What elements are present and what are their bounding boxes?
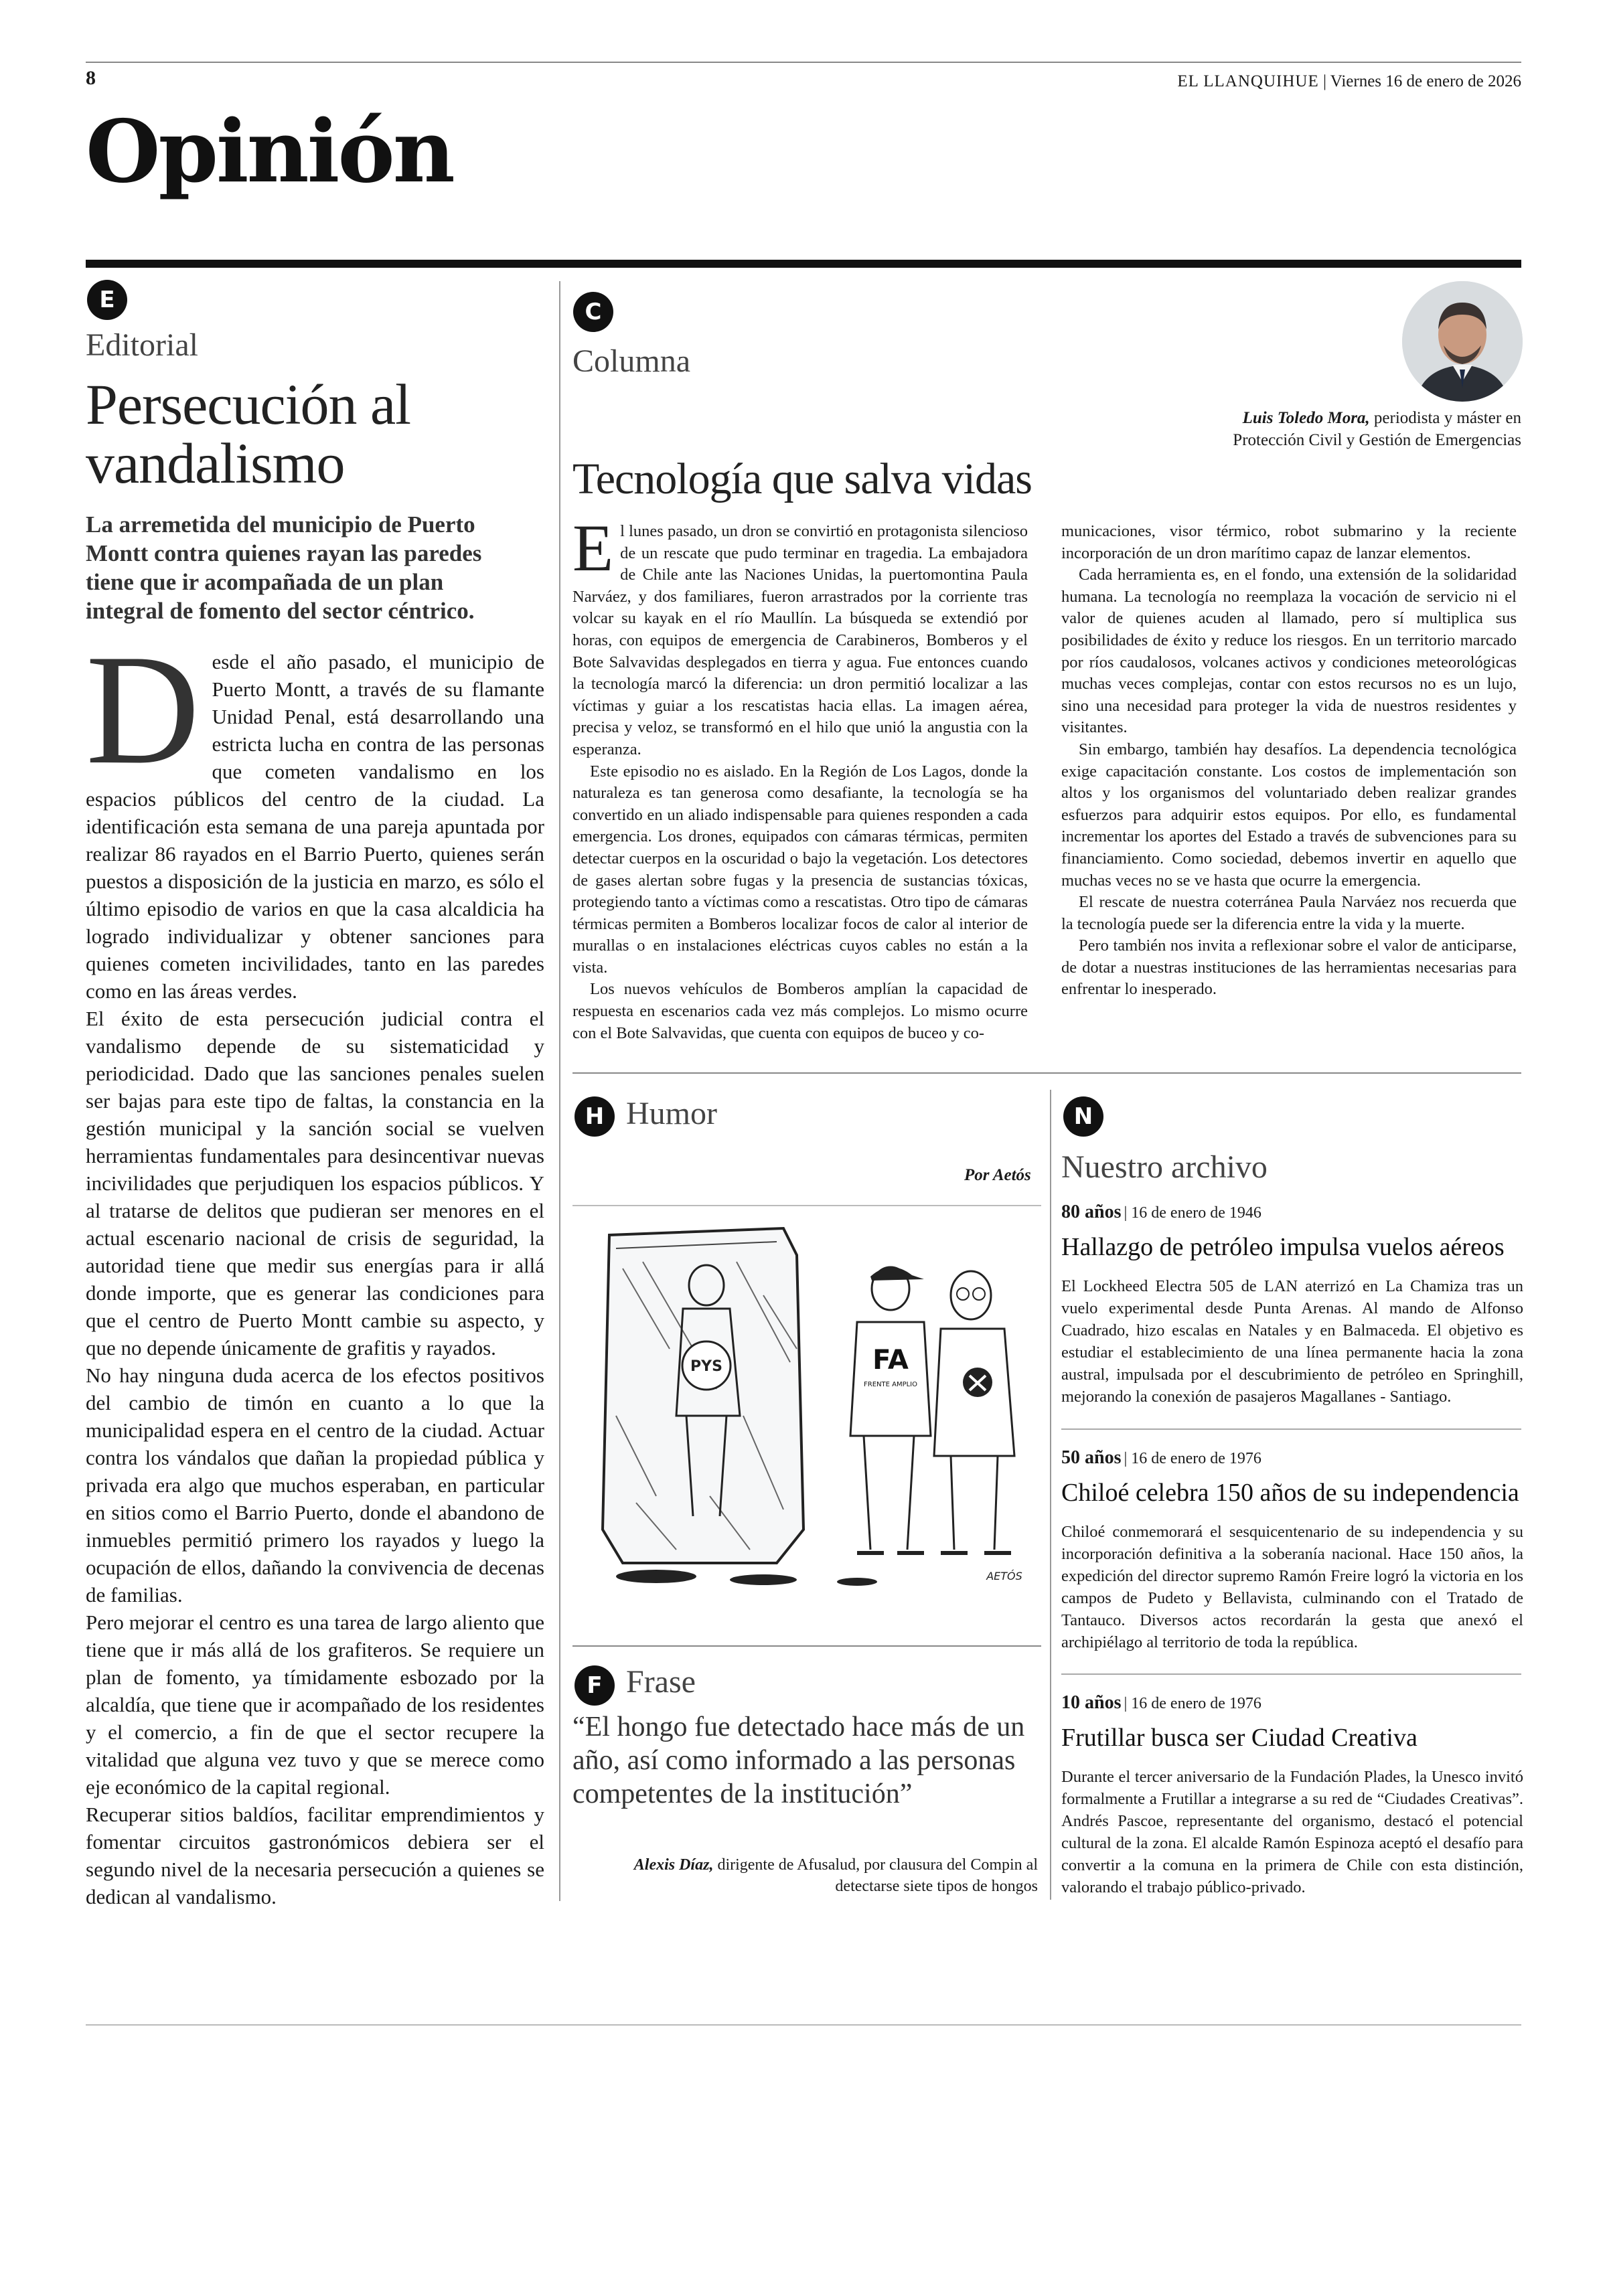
publication-info: [1177, 72, 1521, 91]
column-headline: Tecnología que salva vidas: [572, 455, 1032, 503]
archive-item: [1061, 1202, 1523, 1408]
column-paragraph: El lunes pasado, un dron se convirtió en protagonista silencioso de un rescate que pudo terminar en tragedia. La embajadora de Chile ante las Naciones Unidas, la puertomontina Paula Narváez, y dos familiares, fueron arrastrados por la corriente tras volcar su kayak en el río Maullín. La búsqueda se extendió por horas, con equipos de emergencia de Carabineros, Bomberos y el Bote Salvavidas desplegados en tierra y agua. Fue entonces cuando la tecnología marcó la diferencia: un dron permitió localizar a las víctimas y guiar a los rescatistas hacia ellas. La imagen aérea, precisa y veloz, se transformó en el hilo que unió la angustia con la esperanza.: [572, 511, 1028, 758]
archive-body: Chiloé conmemorará el sesquicentenario de su independencia y su incorporación definitiva a la soberanía nacional. Hace 150 años, la expedición del director supremo Ramón Freire logró la victoria en los campos de Pudeto y Bellavista, culminando con el Tratado de Tantauco. Diversos actos recordarán la gesta que anexó el archipiélago al territorio de toda la república.: [1061, 1523, 1523, 1651]
column-paragraph: Pero también nos invita a reflexionar sobre el valor de anticiparse, de dotar a nuestras instituciones de las herramientas necesarias para enfrentar lo inesperado.: [1061, 936, 1517, 999]
archive-kicker: Nuestro archivo: [1061, 1149, 1268, 1185]
column-paragraph: municaciones, visor térmico, robot submarino y la reciente incorporación de un dron marítimo capaz de lanzar elementos.: [1061, 522, 1517, 562]
column-paragraph: Sin embargo, también hay desafíos. La dependencia tecnológica exige capacitación constante. Los costos de implementación son altos y los organismos del voluntariado deben realizar grandes esfuerzos para adquirir estos equipos. Por ello, es fundamental incrementar los aportes del Estado a través de subvenciones para su financiamiento. Como sociedad, debemos invertir en aquello que muchas veces no se ve hasta que ocurre la emergencia.: [1061, 740, 1517, 890]
top-hairline: [86, 62, 1521, 63]
archive-item: [1061, 1447, 1523, 1653]
cartoon-frente-label: FRENTE AMPLIO: [864, 1381, 917, 1388]
archive-divider: [1050, 1090, 1051, 1900]
editorial-deck: La arremetida del municipio de Puerto Montt contra quienes rayan las paredes tiene que ir acompañada de un plan integral de fomento del sector céntrico.: [86, 511, 482, 624]
archive-rule: [1061, 1673, 1521, 1675]
humor-kicker: Humor: [626, 1096, 717, 1131]
mid-rule: [572, 1072, 1521, 1074]
archive-years: 80 años: [1061, 1202, 1122, 1222]
humor-cartoon: [576, 1215, 1045, 1590]
column-author-caption: [1173, 407, 1521, 451]
archive-rule: [1061, 1428, 1521, 1430]
bottom-rule: [86, 2024, 1521, 2026]
column-badge: C: [573, 292, 613, 332]
archive-headline: Frutillar busca ser Ciudad Creativa: [1061, 1724, 1418, 1752]
column-divider: [559, 281, 560, 1901]
humor-badge: H: [575, 1096, 615, 1137]
column-body-right: [1061, 521, 1517, 1001]
column-author-desc: periodista y máster en Protección Civil y Gestión de Emergencias: [1233, 409, 1521, 449]
frase-quote: “El hongo fue detectado hace más de un año, así como informado a las personas competentes de la institución”: [572, 1712, 1025, 1809]
editorial-badge: E: [87, 280, 127, 320]
cartoon-signature: AETÓS: [986, 1570, 1022, 1582]
column-paragraph: Este episodio no es aislado. En la Región de Los Lagos, donde la naturaleza es tan generosa como desafiante, la tecnología se ha convertido en un aliado indispensable para quienes responden a cada emergencia. Los drones, equipados con cámaras térmicas, permiten detectar cuerpos en la oscuridad o bajo la vegetación. Los detectores de gases alertan sobre fugas y la presencia de sustancias tóxicas, protegiendo tanto a víctimas como a rescatistas. Otro tipo de cámaras térmicas permiten a Bomberos localizar focos de calor al interior de murallas o en instalaciones eléctricas cuyos cables no están a la vista.: [572, 762, 1028, 977]
publication-name: EL LLANQUIHUE: [1177, 72, 1319, 90]
column-dropcap: E: [572, 511, 614, 585]
cartoon-pys-label: PYS: [690, 1358, 722, 1375]
archive-headline: Hallazgo de petróleo impulsa vuelos aéreos: [1061, 1233, 1505, 1261]
archive-badge: N: [1063, 1096, 1103, 1137]
column-paragraph: Los nuevos vehículos de Bomberos amplían la capacidad de respuesta en escenarios cada vez más complejos. Lo mismo ocurre con el Bote Salvavidas, que cuenta con equipos de buceo y co-: [572, 980, 1028, 1042]
archive-date: | 16 de enero de 1976: [1124, 1695, 1261, 1712]
archive-body: Durante el tercer aniversario de la Fundación Plades, la Unesco invitó formalmente a Frutillar a integrarse a su red de “Ciudades Creativas”. Andrés Pascoe, representante del organismo, destacó el potencial cultural de la zona. El alcalde Ramón Espinoza aceptó el desafío para convertir a la comuna en la primera de Chile con esta distinción, valorando el trabajo público-privado.: [1061, 1768, 1523, 1896]
editorial-paragraph: Recuperar sitios baldíos, facilitar emprendimientos y fomentar circuitos gastronómicos debiera ser el segundo nivel de la necesaria persecución a quienes se dedican al vandalismo.: [86, 1803, 544, 1908]
section-title: Opinión: [86, 102, 453, 202]
editorial-paragraph: No hay ninguna duda acerca de los efectos positivos del cambio de timón en cuanto a lo que la municipalidad espera en el centro de la ciudad. Actuar contra los vándalos que dañan la propiedad pública y privada era algo que muchos esperaban, en particular en sitios como el Barrio Puerto, donde el abandono de inmuebles permitió primero los rayados y luego la ocupación de ellos, dañando la convivencia de decenas de familias.: [86, 1364, 544, 1607]
editorial-body: [86, 623, 544, 1910]
editorial-kicker: Editorial: [86, 327, 198, 363]
editorial-paragraph: Pero mejorar el centro es una tarea de largo aliento que tiene que ir más allá de los grafiteros. Se requiere un plan de fomento, ya tímidamente esbozado por la alcaldía, que tiene que ir acompañado de los residentes y el comercio, a fin de que el sector recupere la vitalidad que alguna vez tuvo y que se merece como eje económico de la capital regional.: [86, 1611, 544, 1799]
frase-kicker: Frase: [626, 1664, 696, 1700]
archive-body: El Lockheed Electra 505 de LAN aterrizó en La Chamiza tras un vuelo experimental desde Punta Arenas. Al mando de Alfonso Cuadrado, hizo escalas en Natales y en Balmaceda. El objetivo es estudiar el establecimiento de una línea permanente hacia la zona austral, impulsada por el descubrimiento de petróleo en Springhill, mejorando la conexión de pasajeros Magallanes - Santiago.: [1061, 1277, 1523, 1406]
editorial-headline: Persecución al vandalismo: [86, 372, 411, 495]
humor-byline: Por Aetós: [964, 1166, 1031, 1184]
frase-rule: [572, 1645, 1041, 1647]
archive-date: | 16 de enero de 1946: [1124, 1204, 1261, 1222]
humor-rule: [572, 1205, 1041, 1206]
archive-years: 10 años: [1061, 1692, 1122, 1713]
page-number: 8: [86, 67, 96, 89]
archive-headline: Chiloé celebra 150 años de su independencia: [1061, 1479, 1519, 1507]
editorial-dropcap: D: [86, 623, 200, 797]
separator: |: [1322, 72, 1330, 90]
frase-attribution: [596, 1854, 1038, 1897]
publication-date: Viernes 16 de enero de 2026: [1330, 72, 1521, 90]
editorial-paragraph: Desde el año pasado, el municipio de Puerto Montt, a través de su flamante Unidad Penal, está desarrollando una estricta lucha en contra de las personas que cometen vandalismo en los espacios públicos del centro de la ciudad. La identificación esta semana de una pareja apuntada por realizar 86 rayados en el Barrio Puerto, quienes serán puestos a disposición de la justicia en marzo, es sólo el último episodio de varios en que la casa alcaldicia ha logrado individualizar y obtener sanciones para quienes cometen incivilidades, tanto en las paredes como en las áreas verdes.: [86, 623, 544, 1003]
author-photo: [1402, 281, 1523, 402]
frase-author-name: Alexis Díaz,: [633, 1856, 714, 1874]
cartoon-fa-label: FA: [872, 1345, 909, 1376]
editorial-paragraph: El éxito de esta persecución judicial contra el vandalismo depende de su sistematicidad y periodicidad. Dado que las sanciones penales suelen ser bajas para este tipo de faltas, la constancia en la gestión municipal y la sanción social se vuelven herramientas fundamentales para desincentivar nuevas incivilidades que perjudiquen los espacios públicos. Y al tratarse de delitos que pudieran ser menores en el actual escenario nacional de crisis de seguridad, la autoridad tiene que medir sus energías para ir allá donde importe, que es generar las condiciones para que el centro de Puerto Montt cambie su aspecto, y que no depende únicamente de grafitis y rayados.: [86, 1007, 544, 1360]
column-paragraph: El rescate de nuestra coterránea Paula Narváez nos recuerda que la tecnología puede ser la diferencia entre la vida y la muerte.: [1061, 893, 1517, 933]
frase-author-desc: dirigente de Afusalud, por clausura del Compin al detectarse siete tipos de hongos: [713, 1856, 1038, 1895]
frase-badge: F: [575, 1665, 615, 1706]
archive-item: [1061, 1692, 1523, 1898]
column-author-name: Luis Toledo Mora,: [1242, 409, 1370, 427]
column-kicker: Columna: [572, 343, 690, 379]
column-paragraph: Cada herramienta es, en el fondo, una extensión de la solidaridad humana. La tecnología no reemplaza la vocación de servicio ni el valor de quienes acuden al llamado, pero sí multiplica sus posibilidades de éxito y reduce los riesgos. En un territorio marcado por ríos caudalosos, volcanes activos y condiciones meteorológicas muchas veces complejas, contar con estos recursos no es un lujo, sino una necesidad para proteger la vida de nuestros residentes y visitantes.: [1061, 566, 1517, 737]
archive-date: | 16 de enero de 1976: [1124, 1450, 1261, 1467]
archive-years: 50 años: [1061, 1447, 1122, 1468]
column-body-left: [572, 511, 1028, 1044]
section-rule: [86, 260, 1521, 268]
